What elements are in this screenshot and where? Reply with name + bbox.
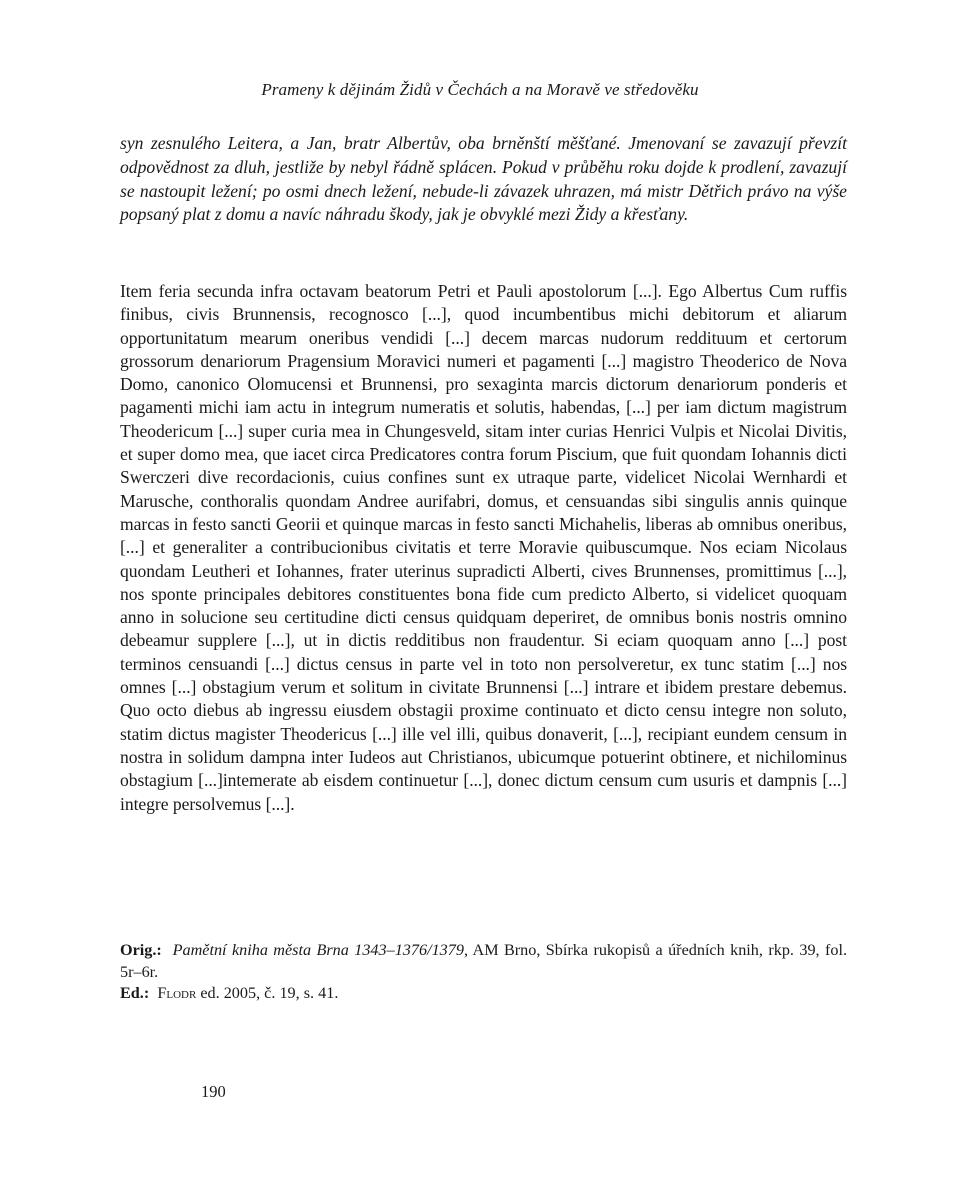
ed-details: ed. 2005, č. 19, s. 41. xyxy=(196,984,339,1002)
orig-title: Pamětní kniha města Brna 1343–1376/1379 xyxy=(172,941,464,959)
running-head: Prameny k dějinám Židů v Čechách a na Moravě ve středověku xyxy=(261,80,699,99)
latin-document-text: Item feria secunda infra octavam beatorum Petri et Pauli apostolorum [...]. Ego Albertus Cum ruffis finibus, civis Brunnensis, recognosco [...], quod incumbentibus michi debitorum et aliarum opportunitatum mearum oneribus vendidi [...] decem marcas nudorum reddituum et certorum grossorum denariorum Pragensium Moravici numeri et pagamenti [...] magistro Theoderico de Nova Domo, canonico Olomucensi et Brunnensi, pro sexaginta marcis dictorum denariorum ponderis et pagamenti michi iam actu in integrum numeratis et solutis, habendas, [...] per iam dictum magistrum Theodericum [...] super curia mea in Chungesveld, sitam inter curias Henrici Vulpis et Nicolai Divitis, et super domo mea, que iacet circa Predicatores contra forum Piscium, que fuit quondam Iohannis dicti Swerczeri dive recordacionis, cuius confines sunt ex utraque parte, videlicet Nicolai Wernhardi et Marusche, conthoralis quondam Andree aurifabri, domus, et censuandas sibi singulis annis quinque marcas in festo sancti Georii et quinque marcas in festo sancti Michahelis, liberas ab omnibus oneribus, [...] et generaliter a contribucionibus civitatis et terre Moravie quibuscumque. Nos eciam Nicolaus quondam Leutheri et Iohannes, frater uterinus supradicti Alberti, cives Brunnenses, promittimus [...], nos sponte principales debitores constituentes bona fide cum predicto Alberto, si videlicet quoquam anno in solucione seu certitudine dicti census quidquam deperiret, de omnibus bonis nostris omnino debeamur supplere [...], ut in dictis redditibus non fraudentur. Si eciam quoquam anno [...] post terminos censuandi [...] dictus census in parte vel in toto non persolveretur, ex tunc statim [...] nos omnes [...] obstagium verum et solitum in civitate Brunnensi [...] intrare et ibidem prestare debemus. Quo octo diebus ab ingressu eiusdem obstagii proxime continuato et dicto censu integre non soluto, statim dictus magister Theodericus [...] ille vel illi, quibus donaverit, [...], recipiant eundem censum in nostra in solidum dampna inter Iudeos aut Christianos, ubicumque potuerint obtinere, et nichilominus obstagium [...]intemerate ab eisdem continuetur [...], donec dictum censum cum usuris et dampnis [...] integre persolvemus [...]. xyxy=(120,281,847,814)
orig-details: , AM Brno, Sbírka rukopisů a úředních knih, rkp. 39, fol. 5r–6r. xyxy=(120,941,848,981)
ed-label: Ed.: xyxy=(120,984,150,1002)
orig-label: Orig.: xyxy=(120,941,162,959)
czech-summary-paragraph: syn zesnulého Leitera, a Jan, bratr Albertův, oba brněnští měšťané. Jmenovaní se zavazují převzít odpovědnost za dluh, jestliže by nebyl řádně splácen. Pokud v průběhu roku dojde k prodlení, zavazují se nastoupit ležení; po osmi dnech ležení, nebude-li závazek uhrazen, má mistr Dětřich právo na výše popsaný plat z domu a navíc náhradu škody, jak je obvyklé mezi Židy a křesťany. xyxy=(120,133,847,225)
page-number: 190 xyxy=(201,1082,226,1101)
edition-line xyxy=(120,983,847,1005)
original-source-line xyxy=(120,940,847,983)
ed-author: Flodr xyxy=(157,984,197,1002)
source-notes xyxy=(120,940,847,1005)
